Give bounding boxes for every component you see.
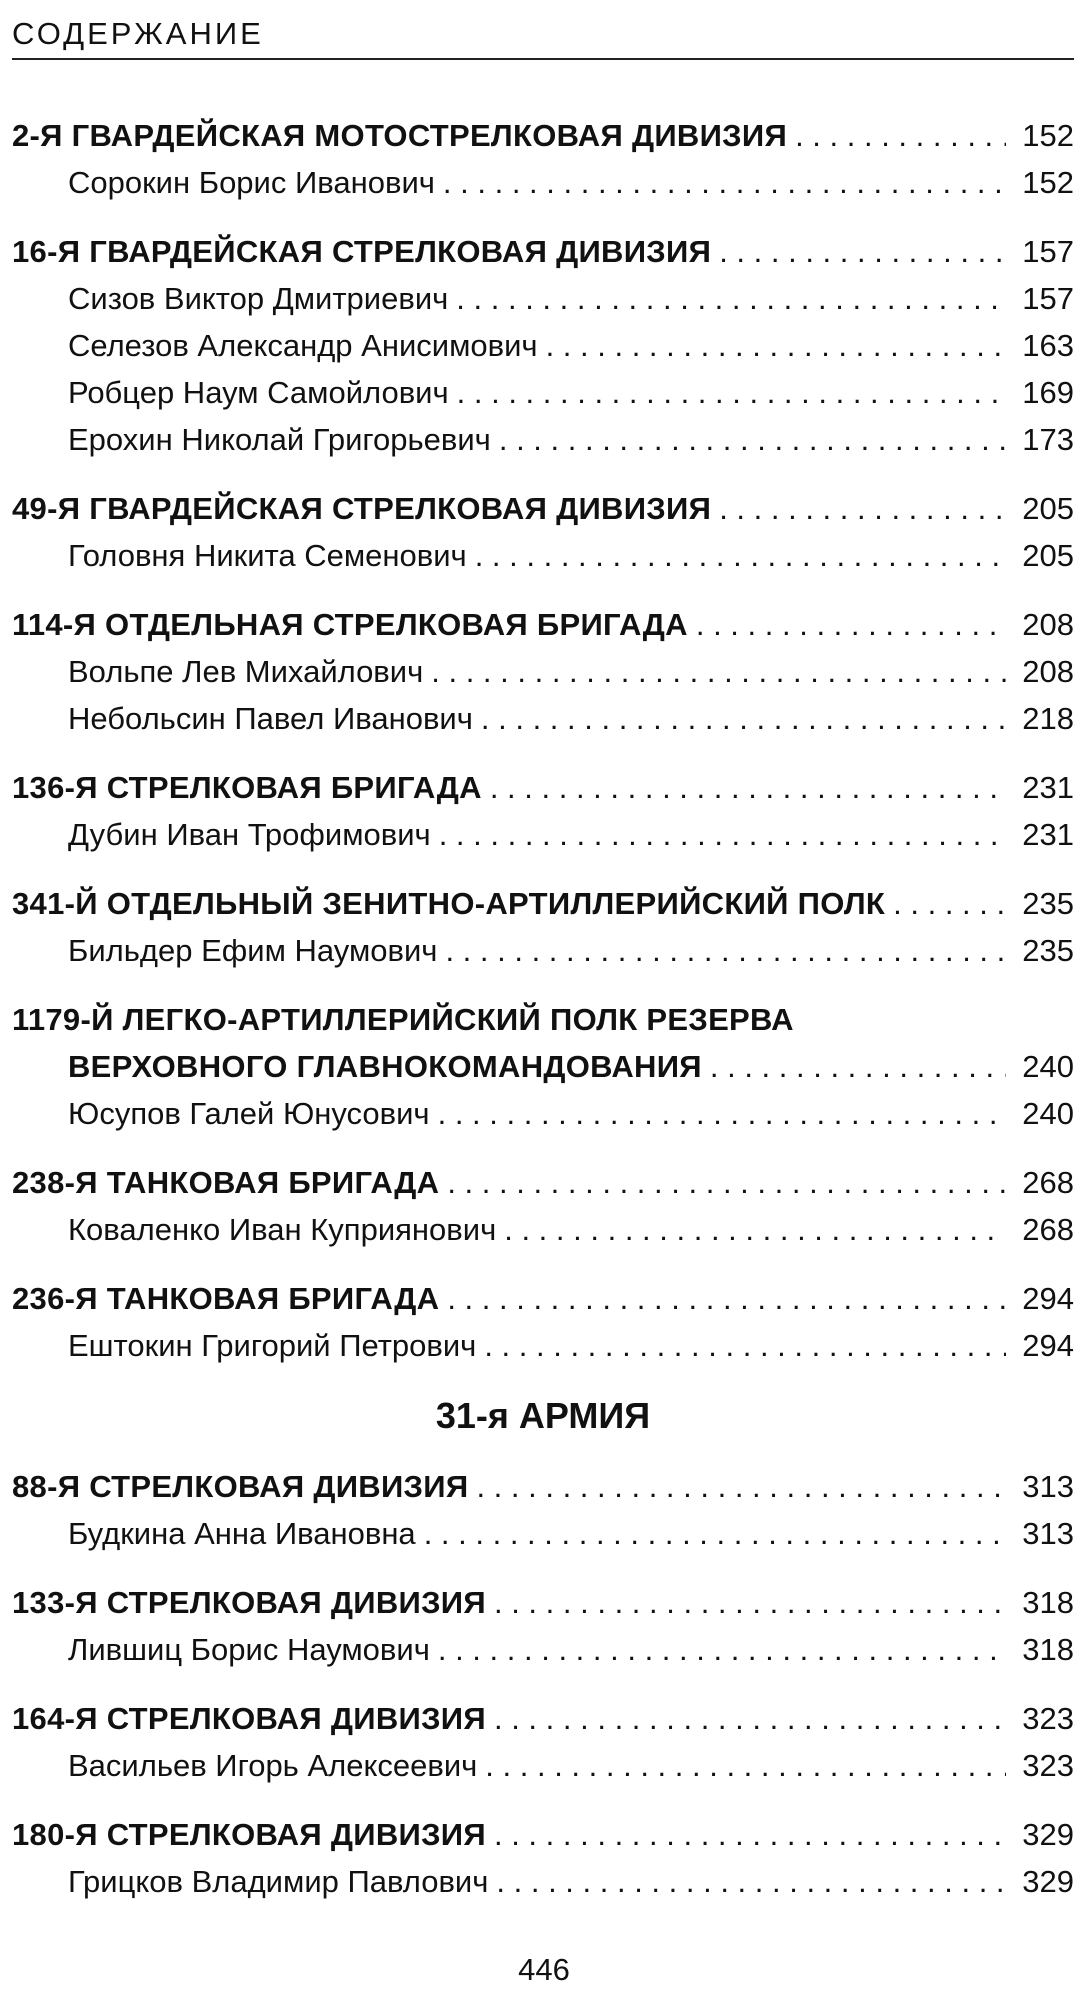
dot-leader: [424, 1510, 1006, 1557]
toc-person-entry[interactable]: [12, 1626, 1074, 1673]
dot-leader: [496, 1858, 1006, 1905]
toc-unit-entry[interactable]: [12, 1695, 1074, 1742]
toc-unit-entry[interactable]: [12, 1463, 1074, 1510]
toc-unit-group: [12, 1811, 1074, 1905]
entry-label: Бильдер Ефим Наумович: [68, 933, 438, 968]
dot-leader: [485, 1742, 1006, 1789]
entry-page-number: 205: [1022, 538, 1074, 573]
entry-page-number: 318: [1022, 1585, 1074, 1620]
entry-page-number: 152: [1022, 165, 1074, 200]
toc-person-entry[interactable]: [12, 275, 1074, 322]
toc-unit-entry[interactable]: [12, 112, 1074, 159]
entry-label: 1179-Й ЛЕГКО-АРТИЛЛЕРИЙСКИЙ ПОЛК РЕЗЕРВА: [12, 1002, 794, 1037]
entry-page-number: 218: [1022, 701, 1074, 736]
entry-label: 88-Я СТРЕЛКОВАЯ ДИВИЗИЯ: [12, 1469, 469, 1504]
entry-label: 136-Я СТРЕЛКОВАЯ БРИГАДА: [12, 770, 482, 805]
entry-page-number: 235: [1022, 933, 1074, 968]
dot-leader: [484, 1322, 1006, 1369]
dot-leader: [710, 1043, 1006, 1090]
entry-page-number: 235: [1022, 886, 1074, 921]
entry-page-number: 294: [1022, 1281, 1074, 1316]
toc-person-entry[interactable]: [12, 1090, 1074, 1137]
entry-label: Головня Никита Семенович: [68, 538, 467, 573]
entry-label: 341-Й ОТДЕЛЬНЫЙ ЗЕНИТНО-АРТИЛЛЕРИЙСКИЙ ПОЛК: [12, 886, 886, 921]
dot-leader: [447, 1159, 1006, 1206]
toc-unit-entry[interactable]: [12, 996, 1074, 1043]
toc-section-before: [12, 112, 1074, 1369]
entry-page-number: 268: [1022, 1212, 1074, 1247]
entry-label: Ештокин Григорий Петрович: [68, 1328, 477, 1363]
toc-person-entry[interactable]: [12, 648, 1074, 695]
dot-leader: [795, 112, 1006, 159]
dot-leader: [445, 927, 1006, 974]
toc-unit-group: [12, 996, 1074, 1137]
entry-page-number: 163: [1022, 328, 1074, 363]
entry-label: Грицков Владимир Павлович: [68, 1864, 489, 1899]
toc-person-entry[interactable]: [12, 1322, 1074, 1369]
toc-person-entry[interactable]: [12, 1742, 1074, 1789]
entry-label: Лившиц Борис Наумович: [68, 1632, 430, 1667]
entry-label: Юсупов Галей Юнусович: [68, 1096, 430, 1131]
toc-person-entry[interactable]: [12, 322, 1074, 369]
toc-person-entry[interactable]: [12, 532, 1074, 579]
dot-leader: [504, 1206, 1006, 1253]
entry-label: 114-Я ОТДЕЛЬНАЯ СТРЕЛКОВАЯ БРИГАДА: [12, 607, 688, 642]
entry-label: Васильев Игорь Алексеевич: [68, 1748, 478, 1783]
entry-label: 16-Я ГВАРДЕЙСКАЯ СТРЕЛКОВАЯ ДИВИЗИЯ: [12, 234, 712, 269]
dot-leader: [447, 1275, 1006, 1322]
entry-label: 164-Я СТРЕЛКОВАЯ ДИВИЗИЯ: [12, 1701, 486, 1736]
toc-person-entry[interactable]: [12, 811, 1074, 858]
entry-label: Сизов Виктор Дмитриевич: [68, 281, 449, 316]
dot-leader: [457, 369, 1006, 416]
entry-page-number: 268: [1022, 1165, 1074, 1200]
dot-leader: [476, 1463, 1006, 1510]
dot-leader: [494, 1695, 1006, 1742]
entry-label: Будкина Анна Ивановна: [68, 1516, 416, 1551]
entry-page-number: 205: [1022, 491, 1074, 526]
toc-person-entry[interactable]: [12, 416, 1074, 463]
entry-page-number: 231: [1022, 770, 1074, 805]
dot-leader: [431, 648, 1006, 695]
toc-person-entry[interactable]: [12, 159, 1074, 206]
entry-label: 2-Я ГВАРДЕЙСКАЯ МОТОСТРЕЛКОВАЯ ДИВИЗИЯ: [12, 118, 788, 153]
dot-leader: [499, 416, 1006, 463]
entry-page-number: 169: [1022, 375, 1074, 410]
entry-label: ВЕРХОВНОГО ГЛАВНОКОМАНДОВАНИЯ: [68, 1049, 702, 1084]
header-rule: [12, 58, 1074, 60]
entry-page-number: 152: [1022, 118, 1074, 153]
army-heading: 31-я АРМИЯ: [435, 1395, 651, 1436]
toc-section-after: [12, 1463, 1074, 1905]
entry-page-number: 208: [1022, 654, 1074, 689]
entry-page-number: 173: [1022, 422, 1074, 457]
toc-unit-entry[interactable]: [12, 1159, 1074, 1206]
entry-label: Сорокин Борис Иванович: [68, 165, 435, 200]
dot-leader: [546, 322, 1006, 369]
dot-leader: [494, 1579, 1006, 1626]
toc-unit-group: [12, 1159, 1074, 1253]
entry-label: Селезов Александр Анисимович: [68, 328, 538, 363]
toc-unit-entry[interactable]: [12, 1275, 1074, 1322]
dot-leader: [719, 228, 1006, 275]
table-of-contents: [12, 112, 1074, 1927]
entry-page-number: 329: [1022, 1817, 1074, 1852]
entry-label: Дубин Иван Трофимович: [68, 817, 431, 852]
toc-person-entry[interactable]: [12, 1206, 1074, 1253]
toc-unit-entry[interactable]: [12, 880, 1074, 927]
toc-person-entry[interactable]: [12, 1510, 1074, 1557]
toc-unit-group: [12, 112, 1074, 206]
entry-label: Небольсин Павел Иванович: [68, 701, 473, 736]
dot-leader: [481, 695, 1006, 742]
toc-unit-entry[interactable]: [12, 1579, 1074, 1626]
entry-label: Вольпе Лев Михайлович: [68, 654, 424, 689]
entry-label: Ерохин Николай Григорьевич: [68, 422, 491, 457]
dot-leader: [893, 880, 1006, 927]
dot-leader: [439, 811, 1006, 858]
toc-unit-entry[interactable]: [12, 485, 1074, 532]
entry-page-number: 231: [1022, 817, 1074, 852]
dot-leader: [443, 159, 1006, 206]
entry-page-number: 208: [1022, 607, 1074, 642]
toc-unit-group: [12, 1275, 1074, 1369]
toc-unit-group: [12, 601, 1074, 742]
entry-page-number: 323: [1022, 1701, 1074, 1736]
toc-unit-group: [12, 485, 1074, 579]
entry-page-number: 240: [1022, 1049, 1074, 1084]
entry-page-number: 313: [1022, 1469, 1074, 1504]
page-number: 446: [518, 1952, 570, 1987]
toc-person-entry[interactable]: [12, 695, 1074, 742]
toc-unit-group: [12, 1463, 1074, 1557]
entry-label: 133-Я СТРЕЛКОВАЯ ДИВИЗИЯ: [12, 1585, 486, 1620]
entry-label: Робцер Наум Самойлович: [68, 375, 449, 410]
toc-unit-entry[interactable]: [12, 601, 1074, 648]
entry-page-number: 323: [1022, 1748, 1074, 1783]
toc-person-entry[interactable]: [12, 369, 1074, 416]
entry-page-number: 157: [1022, 281, 1074, 316]
dot-leader: [490, 764, 1006, 811]
running-header-title: СОДЕРЖАНИЕ: [12, 16, 264, 51]
toc-unit-group: [12, 764, 1074, 858]
dot-leader: [456, 275, 1006, 322]
entry-page-number: 294: [1022, 1328, 1074, 1363]
dot-leader: [475, 532, 1006, 579]
entry-label: 180-Я СТРЕЛКОВАЯ ДИВИЗИЯ: [12, 1817, 486, 1852]
toc-person-entry[interactable]: [12, 1858, 1074, 1905]
toc-unit-group: [12, 1579, 1074, 1673]
entry-page-number: 240: [1022, 1096, 1074, 1131]
entry-label: Коваленко Иван Куприянович: [68, 1212, 497, 1247]
entry-label: 236-Я ТАНКОВАЯ БРИГАДА: [12, 1281, 440, 1316]
dot-leader: [494, 1811, 1006, 1858]
toc-unit-group: [12, 880, 1074, 974]
entry-page-number: 318: [1022, 1632, 1074, 1667]
toc-person-entry[interactable]: [12, 927, 1074, 974]
entry-page-number: 157: [1022, 234, 1074, 269]
entry-label: 49-Я ГВАРДЕЙСКАЯ СТРЕЛКОВАЯ ДИВИЗИЯ: [12, 491, 712, 526]
entry-page-number: 329: [1022, 1864, 1074, 1899]
toc-unit-group: [12, 228, 1074, 463]
dot-leader: [719, 485, 1006, 532]
toc-unit-entry[interactable]: [12, 1811, 1074, 1858]
entry-page-number: 313: [1022, 1516, 1074, 1551]
toc-unit-group: [12, 1695, 1074, 1789]
dot-leader: [696, 601, 1006, 648]
toc-unit-entry-continued[interactable]: [12, 1043, 1074, 1090]
toc-unit-entry[interactable]: [12, 764, 1074, 811]
entry-label: 238-Я ТАНКОВАЯ БРИГАДА: [12, 1165, 440, 1200]
toc-unit-entry[interactable]: [12, 228, 1074, 275]
dot-leader: [438, 1626, 1006, 1673]
dot-leader: [438, 1090, 1006, 1137]
